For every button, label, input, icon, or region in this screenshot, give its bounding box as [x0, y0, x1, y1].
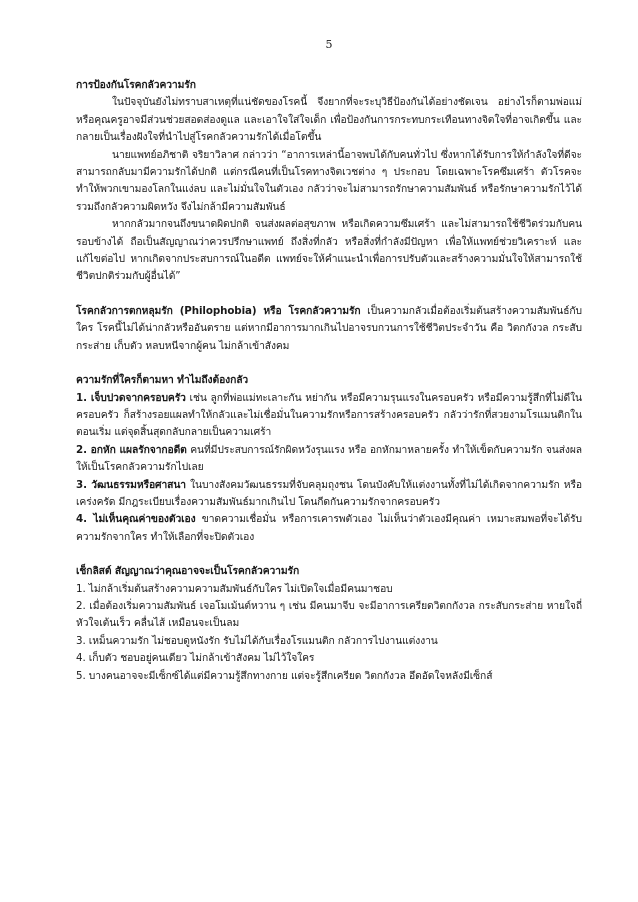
cause-item — [76, 511, 582, 546]
cause-text: ขาดความเชื่อมั่น หรือการเคารพตัวเอง ไม่เห็นว่าตัวเองมีคุณค่า เหมาะสมพอที่จะได้รับความรักจากใคร ทำให้เลือกที่จะปิดตัวเอง — [76, 513, 582, 543]
section-spacer — [76, 546, 582, 563]
cause-text: คนที่มีประสบการณ์รักผิดหวังรุนแรง หรือ อกหักมาหลายครั้ง ทำให้เข็ดกับความรัก จนส่งผลให้เป็นโรคกลัวความรักไปเลย — [76, 443, 583, 474]
definition-text: เป็นความกลัวเมื่อต้องเริ่มต้นสร้างความสัมพันธ์กับใคร โรคนี้ไม่ได้น่ากลัวหรืออันตราย แต่หากมีอาการมากเกินไปอาจรบกวนการใช้ชีวิตประจำวัน คือ วิตกกังวล กระสับกระส่าย เก็บตัว หลบหนีจากผู้คน ไม่กล้าเข้าสังคม — [76, 304, 582, 352]
cause-title: 2. อกหัก แผลรักจากอดีต — [76, 443, 187, 456]
prevention-paragraph-2: นายแพทย์อภิชาติ จริยาวิลาศ กล่าวว่า “อาการเหล่านี้อาจพบได้กับคนทั่วไป ซึ่งหากได้รับการให้กำลังใจที่ดีจะสามารถกลับมามีความรักได้ปกติ แต่กรณีคนที่เป็นโรคทางจิตเวชต่าง ๆ ประกอบ โดยเฉพาะโรคซึมเศร้า ตัวโรคจะทำให้พวกเขามองโลกในแง่ลบ และไม่มั่นใจในตัวเอง กลัวว่าจะไม่สามารถรักษาความสัมพันธ์ หรือรักษาความรักไว้ได้รวมถึงกลัวความผิดหวัง จึงไม่กล้ามีความสัมพันธ์ — [76, 148, 582, 213]
checklist-heading: เช็กลิสต์ สัญญาณว่าคุณอาจจะเป็นโรคกลัวความรัก — [76, 565, 300, 578]
checklist-item: 3. เหม็นความรัก ไม่ชอบดูหนังรัก รับไม่ได้กับเรื่องโรแมนติก กลัวการไปงานแต่งงาน — [76, 634, 438, 647]
prevention-paragraph-3: หากกลัวมากจนถึงขนาดผิดปกติ จนส่งผลต่อสุขภาพ หรือเกิดความซึมเศร้า และไม่สามารถใช้ชีวิตร่วมกับคนรอบข้างได้ ถือเป็นสัญญาณว่าควรปรึกษาแพทย์ ถึงสิ่งที่กลัว หรือสิ่งที่กำลังมีปัญหา เพื่อให้แพทย์ช่วยวิเคราะห์ และแก้ไขต่อไป หากเกิดจากประสบการณ์ในอดีต แพทย์จะให้คำแนะนำเพื่อการปรับตัวและสร้างความมั่นใจให้สามารถใช้ชีวิตปกติร่วมกับผู้อื่นได้” — [76, 218, 582, 283]
checklist-item: 5. บางคนอาจจะมีเซ็กซ์ได้แต่มีความรู้สึกทางกาย แต่จะรู้สึกเครียด วิตกกังวล อึดอัดใจหลังมีเซ็กส์ — [76, 669, 493, 682]
definition-paragraph — [76, 303, 582, 355]
cause-title: 3. วัฒนธรรมหรือศาสนา — [76, 478, 186, 491]
cause-item — [76, 442, 582, 477]
page-number: 5 — [325, 38, 333, 51]
cause-item — [76, 477, 582, 512]
cause-text: ในบางสังคมวัฒนธรรมที่จับคลุมถุงชน โดนบังคับให้แต่งงานทั้งที่ไม่ได้เกิดจากความรัก หรือเคร่งครัด มีกฎระเบียบเรื่องความสัมพันธ์มากเกินไป โดนกีดกันความรักจากครอบครัว — [76, 478, 582, 508]
cause-title: 4. ไม่เห็นคุณค่าของตัวเอง — [76, 513, 196, 526]
checklist-item: 1. ไม่กล้าเริ่มต้นสร้างความความสัมพันธ์กับใคร ไม่เปิดใจเมื่อมีคนมาชอบ — [76, 582, 393, 595]
cause-text: เช่น ลูกที่พ่อแม่ทะเลาะกัน หย่ากัน หรือมีความรุนแรงในครอบครัว หรือมีความรู้สึกที่ไม่ดีในครอบครัว ก็สร้างรอยแผลทำให้กลัวและไม่เชื่อมั่นในความรักหรือการสร้างครอบครัว กลัวว่ารักที่สวยงามโรแมนติกในตอนเริ่ม แต่จุดสิ้นสุดกลับกลายเป็นความเศร้า — [76, 391, 582, 439]
causes-heading: ความรักที่ใครก็ตามหา ทำไมถึงต้องกลัว — [76, 374, 249, 387]
cause-title: 1. เจ็บปวดจากครอบครัว — [76, 391, 186, 404]
prevention-heading: การป้องกันโรคกลัวความรัก — [76, 79, 196, 91]
section-spacer — [76, 355, 582, 372]
definition-term: โรคกลัวการตกหลุมรัก (Philophobia) หรือ โรคกลัวความรัก — [76, 304, 361, 317]
prevention-paragraph-1: ในปัจจุบันยังไม่ทราบสาเหตุที่แน่ชัดของโรคนี้ จึงยากที่จะระบุวิธีป้องกันได้อย่างชัดเจน อย่างไรก็ตามพ่อแม่หรือคุณครูอาจมีส่วนช่วยสอดส่องดูแล และเอาใจใส่ใจเด็ก เพื่อป้องกันการกระทบกระเทือนทางจิตใจที่อาจเกิดขึ้น และกลายเป็นเรื่องฝังใจที่นำไปสู่โรคกลัวความรักได้เมื่อโตขึ้น — [76, 96, 582, 144]
section-spacer — [76, 286, 582, 303]
checklist-item: 2. เมื่อต้องเริ่มความสัมพันธ์ เจอโมเม้นต์หวาน ๆ เช่น มีคนมาจีบ จะมีอาการเครียดวิตกกังวล กระสับกระส่าย หายใจถี่ หัวใจเต้นเร็ว คลื่นไส้ เหมือนจะเป็นลม — [76, 599, 582, 630]
checklist-item: 4. เก็บตัว ชอบอยู่คนเดียว ไม่กล้าเข้าสังคม ไม่ไว้ใจใคร — [76, 652, 315, 665]
cause-item — [76, 390, 582, 442]
